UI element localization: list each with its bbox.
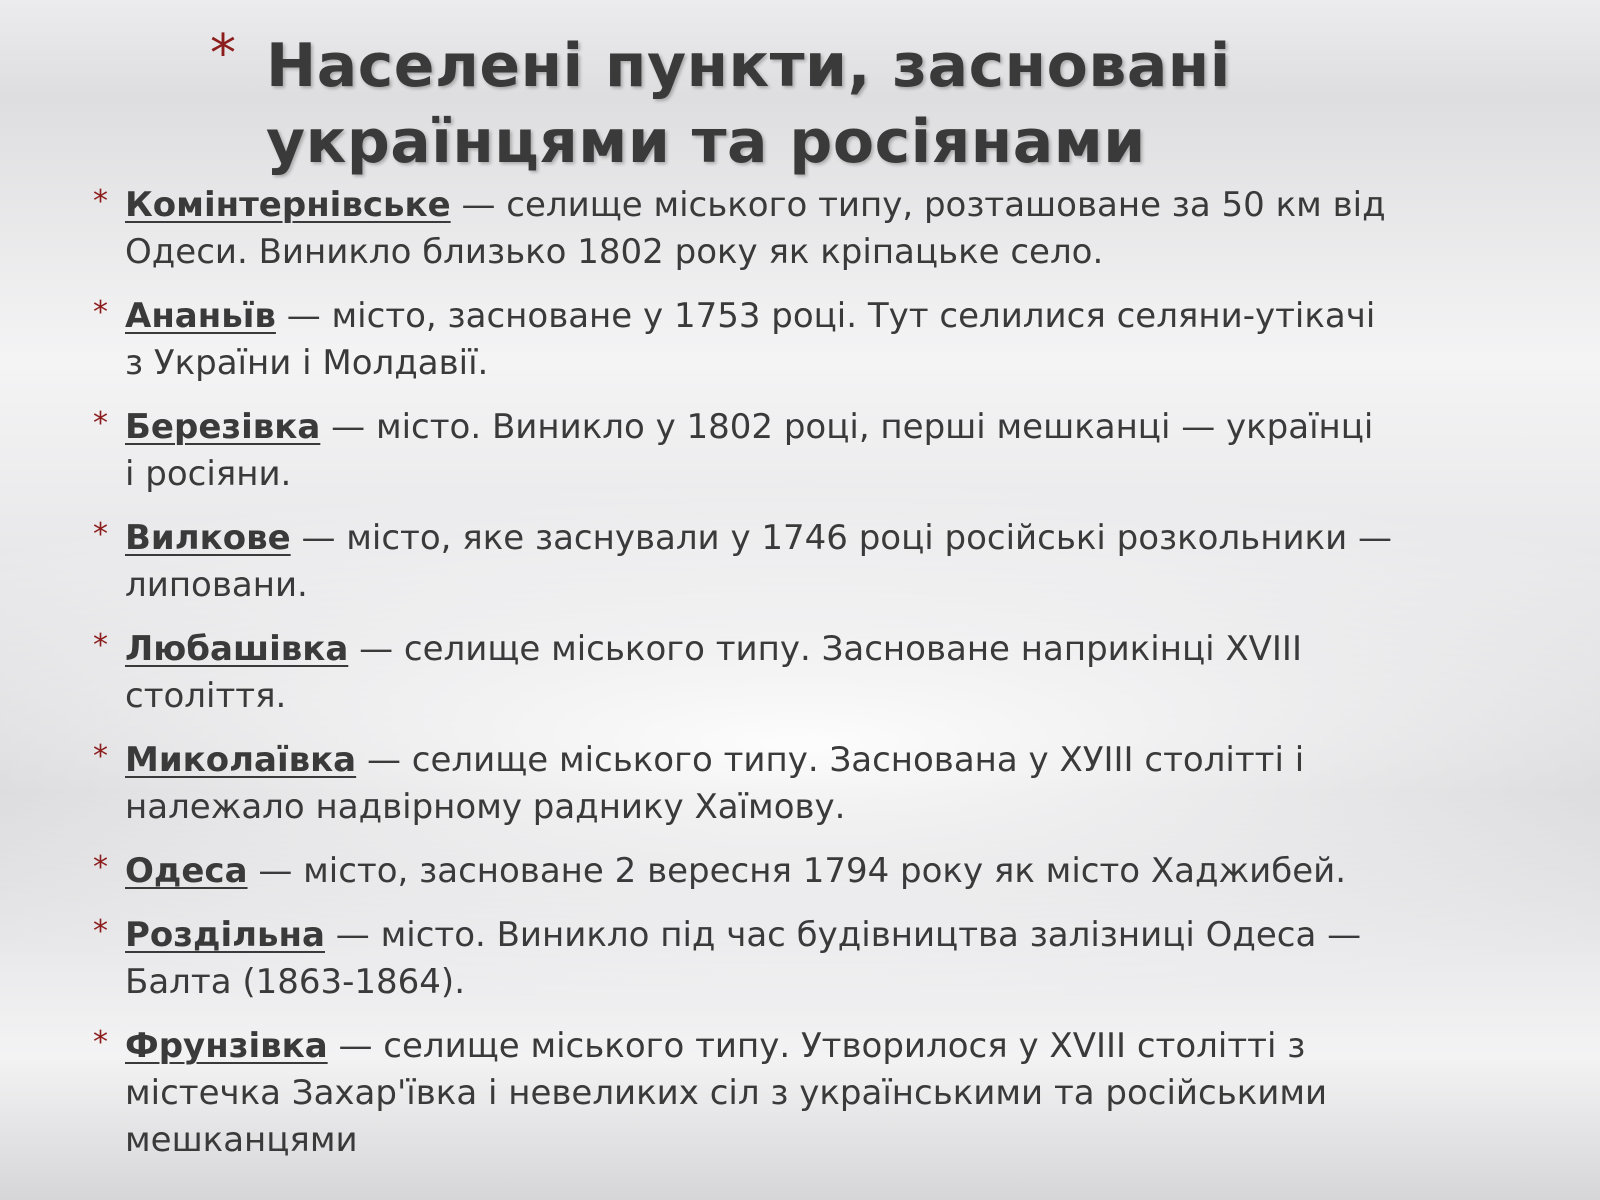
settlement-description: — місто, яке заснували у 1746 році російські розкольники — липовани. xyxy=(125,518,1392,605)
settlement-name: Березівка xyxy=(125,407,321,447)
list-item xyxy=(93,737,1393,831)
settlement-description: — селище міського типу. Засноване наприкінці XVIII століття. xyxy=(125,629,1302,716)
settlement-name: Миколаївка xyxy=(125,740,357,780)
settlement-description: — місто, засноване у 1753 році. Тут селилися селяни-утікачі з України і Молдавії. xyxy=(125,296,1376,383)
title-bullet-icon: * xyxy=(210,24,236,84)
bullet-star-icon: * xyxy=(93,850,108,885)
bullet-star-icon: * xyxy=(93,295,108,330)
list-item xyxy=(93,182,1393,276)
list-item xyxy=(93,626,1393,720)
settlement-name: Комінтернівське xyxy=(125,185,451,225)
bullet-star-icon: * xyxy=(93,517,108,552)
slide-title-block xyxy=(210,24,1310,180)
list-item xyxy=(93,515,1393,609)
settlement-description: — місто, засноване 2 вересня 1794 року як місто Хаджибей. xyxy=(247,851,1347,891)
list-item xyxy=(93,404,1393,498)
list-item xyxy=(93,1023,1393,1164)
settlement-name: Фрунзівка xyxy=(125,1026,328,1066)
bullet-star-icon: * xyxy=(93,406,108,441)
bullet-star-icon: * xyxy=(93,184,108,219)
settlement-description: — селище міського типу. Утворилося у XVIII столітті з містечка Захар'ївка і невеликих сіл з українськими та російськими мешканцями xyxy=(125,1026,1328,1160)
bullet-star-icon: * xyxy=(93,628,108,663)
list-item xyxy=(93,293,1393,387)
settlement-description: — селище міського типу. Заснована у ХУІІІ столітті і належало надвірному раднику Хаїмову. xyxy=(125,740,1305,827)
settlement-name: Одеса xyxy=(125,851,248,891)
bullet-star-icon: * xyxy=(93,1025,108,1060)
bullet-star-icon: * xyxy=(93,739,108,774)
page-title: Населені пункти, засновані українцями та росіянами xyxy=(266,31,1231,177)
list-item xyxy=(93,848,1393,895)
settlement-description: — місто. Виникло під час будівництва залізниці Одеса — Балта (1863-1864). xyxy=(125,915,1362,1002)
settlement-name: Роздільна xyxy=(125,915,325,955)
settlement-name: Ананьїв xyxy=(125,296,276,336)
bullet-star-icon: * xyxy=(93,914,108,949)
list-item xyxy=(93,912,1393,1006)
settlement-name: Любашівка xyxy=(125,629,349,669)
settlement-description: — селище міського типу, розташоване за 50 км від Одеси. Виникло близько 1802 року як кріпацьке село. xyxy=(125,185,1386,272)
settlement-name: Вилкове xyxy=(125,518,291,558)
settlement-list xyxy=(93,182,1393,1181)
settlement-description: — місто. Виникло у 1802 році, перші мешканці — українці і росіяни. xyxy=(125,407,1374,494)
